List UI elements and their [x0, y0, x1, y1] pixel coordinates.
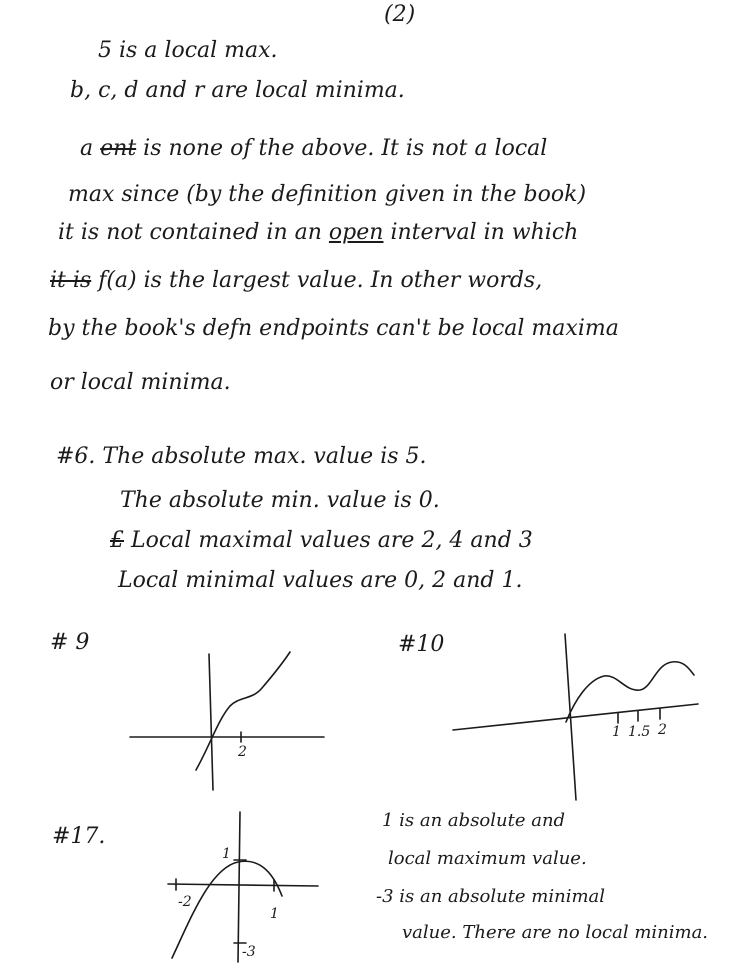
line-local-minima: b, c, d and r are local minima.: [70, 78, 405, 103]
graph-17-label-1-top: 1: [222, 846, 231, 862]
graph-17-label-neg2: -2: [178, 894, 192, 910]
line-interval-text: interval in which: [390, 220, 579, 245]
line-17-abs-and: 1 is an absolute and: [382, 810, 566, 831]
heading-9: # 9: [50, 630, 90, 655]
page-number: (2): [384, 2, 416, 27]
graph-10-tick-1: 1: [612, 724, 621, 740]
line-abs-max: #6. The absolute max. value is 5.: [56, 444, 427, 469]
crossed-it-is: it is: [50, 268, 92, 293]
line-max-since: max since (by the definition given in the book): [68, 182, 587, 207]
crossed-mark: £: [110, 528, 124, 553]
graph-9-label-2: 2: [238, 744, 247, 760]
graph-17-label-1-right: 1: [270, 906, 279, 922]
line-or-local-minima: or local minima.: [50, 370, 231, 395]
graph-10-tick-2: 2: [658, 722, 667, 738]
graph-17-axes: [168, 812, 318, 962]
line-local-minimal: Local minimal values are 0, 2 and 1.: [118, 568, 523, 593]
graph-17-label-neg3: -3: [242, 944, 256, 960]
line-17-no-local-minima: value. There are no local minima.: [402, 922, 709, 943]
label-a: a: [80, 136, 94, 161]
line-17-local-max: local maximum value.: [388, 848, 587, 869]
line-abs-min: The absolute min. value is 0.: [120, 488, 440, 513]
line-none-above-text: is none of the above. It is not a local: [143, 136, 548, 161]
line-local-maximal-text: Local maximal values are 2, 4 and 3: [131, 528, 533, 553]
heading-10: #10: [398, 632, 445, 657]
line-not-contained-text: it is not contained in an: [58, 220, 322, 245]
line-largest-value-text: f(a) is the largest value. In other words,: [98, 268, 543, 293]
word-open: open: [328, 220, 384, 245]
graph-10-tick-1-5: 1.5: [628, 724, 651, 740]
crossed-word: ent: [100, 136, 137, 161]
line-book-defn: by the book's defn endpoints can't be local maxima: [48, 316, 619, 341]
line-local-max: 5 is a local max.: [98, 38, 278, 63]
line-17-abs-min: -3 is an absolute minimal: [376, 886, 606, 907]
heading-17: #17.: [52, 824, 106, 849]
